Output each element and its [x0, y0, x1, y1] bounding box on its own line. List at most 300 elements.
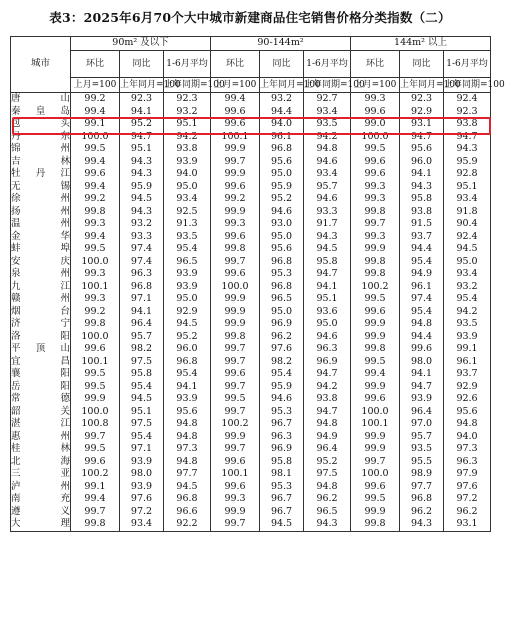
- sub-column-header-row: [11, 51, 491, 78]
- index-value: 94.5: [164, 318, 211, 331]
- index-value: 99.6: [211, 456, 260, 469]
- table-row: [11, 518, 491, 531]
- table-title: 表3：2025年6月70个大中城市新建商品住宅销售价格分类指数（二）: [49, 10, 451, 25]
- index-value: 99.7: [211, 518, 260, 531]
- index-value: 100.8: [71, 418, 120, 431]
- index-value: 99.8: [71, 318, 120, 331]
- index-value: 95.3: [260, 268, 304, 281]
- index-value: 96.1: [400, 281, 444, 294]
- index-value: 97.9: [444, 468, 491, 481]
- table-row: [11, 306, 491, 319]
- index-value: 99.9: [211, 168, 260, 181]
- base-label: 上月=100: [211, 78, 260, 93]
- index-value: 92.4: [444, 231, 491, 244]
- city-name: 九江: [11, 280, 70, 292]
- city-name: 吉林: [11, 155, 70, 167]
- index-value: 99.1: [71, 118, 120, 131]
- index-value: 94.3: [304, 231, 351, 244]
- base-label: 上年同期=100: [304, 78, 351, 93]
- index-value: 99.9: [71, 393, 120, 406]
- index-value: 93.1: [444, 518, 491, 531]
- index-value: 99.5: [71, 381, 120, 394]
- index-value: 94.4: [400, 331, 444, 344]
- index-value: 99.5: [351, 143, 400, 156]
- index-value: 92.3: [164, 93, 211, 106]
- table-row: [11, 293, 491, 306]
- index-value: 95.2: [120, 118, 164, 131]
- index-value: 95.0: [260, 231, 304, 244]
- index-value: 95.4: [444, 293, 491, 306]
- city-name: 温州: [11, 218, 70, 229]
- city-name: 惠州: [11, 430, 70, 442]
- index-value: 99.4: [71, 181, 120, 194]
- index-value: 95.6: [260, 156, 304, 169]
- index-value: 100.1: [71, 356, 120, 369]
- index-value: 95.1: [120, 406, 164, 419]
- index-value: 93.4: [444, 268, 491, 281]
- index-value: 93.9: [164, 156, 211, 169]
- index-value: 99.7: [71, 431, 120, 444]
- index-value: 96.8: [260, 281, 304, 294]
- city-name: 唐山: [11, 93, 70, 104]
- index-value: 99.8: [351, 518, 400, 531]
- index-value: 95.2: [304, 456, 351, 469]
- index-value: 96.4: [120, 318, 164, 331]
- index-value: 99.3: [71, 218, 120, 231]
- index-value: 96.8: [260, 256, 304, 269]
- index-value: 99.7: [351, 218, 400, 231]
- index-value: 93.2: [120, 218, 164, 231]
- index-value: 94.8: [164, 418, 211, 431]
- index-value: 95.0: [164, 181, 211, 194]
- index-value: 100.0: [351, 131, 400, 144]
- index-value: 97.6: [120, 493, 164, 506]
- index-value: 99.9: [211, 293, 260, 306]
- index-value: 100.0: [71, 331, 120, 344]
- index-value: 95.6: [164, 406, 211, 419]
- index-value: 92.9: [164, 306, 211, 319]
- index-value: 94.4: [400, 243, 444, 256]
- index-value: 93.5: [400, 443, 444, 456]
- index-value: 100.2: [71, 468, 120, 481]
- index-value: 94.1: [120, 106, 164, 119]
- index-value: 94.3: [444, 143, 491, 156]
- index-value: 99.7: [211, 381, 260, 394]
- index-value: 93.8: [164, 143, 211, 156]
- index-value: 95.1: [444, 181, 491, 194]
- sub-column-header: 环比: [71, 51, 120, 78]
- index-value: 92.3: [444, 106, 491, 119]
- table-row: [11, 243, 491, 256]
- index-value: 95.8: [304, 256, 351, 269]
- index-value: 95.4: [120, 381, 164, 394]
- index-value: 96.3: [120, 268, 164, 281]
- index-value: 98.9: [400, 468, 444, 481]
- index-value: 96.8: [400, 493, 444, 506]
- index-value: 94.7: [400, 131, 444, 144]
- table-row: [11, 131, 491, 144]
- index-value: 94.6: [260, 393, 304, 406]
- index-value: 95.3: [260, 481, 304, 494]
- index-value: 92.7: [304, 93, 351, 106]
- index-value: 99.3: [71, 268, 120, 281]
- table-row: [11, 406, 491, 419]
- index-value: 99.7: [351, 456, 400, 469]
- index-value: 94.3: [400, 518, 444, 531]
- index-value: 94.1: [120, 306, 164, 319]
- index-value: 94.0: [164, 168, 211, 181]
- group-header-large: 144m² 以上: [351, 37, 491, 51]
- index-value: 91.8: [444, 206, 491, 219]
- index-value: 94.6: [304, 156, 351, 169]
- index-value: 99.9: [211, 506, 260, 519]
- index-value: 94.3: [120, 168, 164, 181]
- base-label: 上月=100: [351, 78, 400, 93]
- index-value: 100.0: [71, 256, 120, 269]
- index-value: 94.7: [304, 406, 351, 419]
- index-value: 100.2: [351, 281, 400, 294]
- index-value: 95.9: [260, 381, 304, 394]
- city-name: 扬州: [11, 205, 70, 217]
- price-index-table: [10, 36, 505, 532]
- table-row: [11, 481, 491, 494]
- index-value: 99.9: [351, 331, 400, 344]
- index-value: 96.0: [164, 343, 211, 356]
- index-value: 99.4: [71, 231, 120, 244]
- index-value: 98.0: [120, 468, 164, 481]
- index-value: 95.9: [120, 181, 164, 194]
- index-value: 99.7: [211, 356, 260, 369]
- table-row: [11, 318, 491, 331]
- index-value: 94.6: [260, 206, 304, 219]
- index-value: 94.2: [304, 131, 351, 144]
- index-value: 99.5: [211, 393, 260, 406]
- index-value: 94.7: [400, 381, 444, 394]
- index-value: 94.5: [164, 481, 211, 494]
- index-value: 99.6: [351, 306, 400, 319]
- index-value: 99.3: [211, 493, 260, 506]
- index-value: 94.5: [120, 193, 164, 206]
- index-value: 95.6: [260, 243, 304, 256]
- index-value: 96.4: [304, 443, 351, 456]
- sub-column-header: 同比: [120, 51, 164, 78]
- index-value: 100.0: [71, 131, 120, 144]
- index-value: 93.2: [444, 281, 491, 294]
- index-value: 99.8: [71, 518, 120, 531]
- index-value: 95.4: [164, 243, 211, 256]
- base-label-row: [11, 78, 491, 93]
- index-value: 93.3: [304, 206, 351, 219]
- index-value: 99.5: [351, 356, 400, 369]
- city-name: 锦州: [11, 143, 70, 154]
- index-value: 100.0: [71, 406, 120, 419]
- index-value: 99.6: [211, 118, 260, 131]
- index-value: 93.5: [164, 231, 211, 244]
- index-value: 95.2: [164, 331, 211, 344]
- index-value: 99.4: [71, 493, 120, 506]
- city-name: 安庆: [11, 255, 70, 267]
- index-value: 99.7: [211, 156, 260, 169]
- index-value: 96.2: [444, 506, 491, 519]
- index-value: 99.6: [211, 181, 260, 194]
- table-row: [11, 106, 491, 119]
- index-value: 96.3: [444, 456, 491, 469]
- city-name: 济宁: [11, 318, 70, 329]
- index-value: 94.5: [260, 518, 304, 531]
- index-value: 96.9: [260, 318, 304, 331]
- index-value: 99.6: [400, 343, 444, 356]
- table-row: [11, 281, 491, 294]
- city-column-header: 城市: [11, 37, 71, 93]
- index-value: 97.6: [444, 481, 491, 494]
- table-row: [11, 93, 491, 106]
- index-value: 95.1: [120, 143, 164, 156]
- index-value: 100.1: [351, 418, 400, 431]
- index-value: 99.6: [351, 106, 400, 119]
- index-value: 93.9: [120, 456, 164, 469]
- index-value: 95.7: [120, 331, 164, 344]
- index-value: 99.8: [351, 268, 400, 281]
- index-value: 94.5: [304, 243, 351, 256]
- index-value: 95.0: [444, 256, 491, 269]
- index-value: 98.2: [260, 356, 304, 369]
- index-value: 97.0: [400, 418, 444, 431]
- index-value: 99.5: [351, 493, 400, 506]
- index-value: 99.8: [71, 206, 120, 219]
- index-value: 99.6: [351, 481, 400, 494]
- index-value: 100.2: [211, 418, 260, 431]
- index-value: 96.3: [304, 343, 351, 356]
- index-value: 93.8: [304, 393, 351, 406]
- table-row: [11, 231, 491, 244]
- index-value: 90.4: [444, 218, 491, 231]
- table-row: [11, 156, 491, 169]
- index-value: 97.6: [260, 343, 304, 356]
- city-name: 无锡: [11, 180, 70, 192]
- table-row: [11, 506, 491, 519]
- index-value: 94.2: [304, 381, 351, 394]
- index-value: 98.2: [120, 343, 164, 356]
- index-value: 95.7: [400, 431, 444, 444]
- index-value: 95.3: [260, 406, 304, 419]
- table-row: [11, 143, 491, 156]
- table-row: [11, 268, 491, 281]
- city-name: 常德: [11, 393, 70, 404]
- index-value: 93.7: [400, 231, 444, 244]
- index-value: 94.3: [304, 518, 351, 531]
- index-value: 94.1: [400, 368, 444, 381]
- index-value: 99.6: [71, 343, 120, 356]
- index-value: 94.8: [304, 143, 351, 156]
- index-value: 93.9: [164, 393, 211, 406]
- index-value: 94.5: [120, 393, 164, 406]
- index-value: 95.0: [260, 168, 304, 181]
- index-value: 99.5: [71, 368, 120, 381]
- index-value: 93.9: [164, 268, 211, 281]
- index-value: 96.0: [400, 156, 444, 169]
- city-name: 遵义: [11, 505, 70, 517]
- index-value: 94.4: [260, 106, 304, 119]
- index-value: 99.9: [211, 318, 260, 331]
- index-value: 99.8: [351, 206, 400, 219]
- index-value: 95.7: [304, 181, 351, 194]
- index-value: 94.7: [444, 131, 491, 144]
- index-value: 99.9: [211, 431, 260, 444]
- index-value: 93.5: [444, 318, 491, 331]
- index-value: 97.4: [120, 243, 164, 256]
- index-value: 95.0: [260, 306, 304, 319]
- sub-column-header: 1-6月平均: [304, 51, 351, 78]
- index-value: 96.8: [120, 281, 164, 294]
- index-value: 96.2: [400, 506, 444, 519]
- index-value: 93.7: [444, 368, 491, 381]
- index-value: 99.2: [71, 306, 120, 319]
- city-name: 徐州: [11, 193, 70, 204]
- index-value: 94.9: [304, 431, 351, 444]
- index-value: 95.8: [400, 193, 444, 206]
- index-value: 99.9: [211, 143, 260, 156]
- table-row: [11, 493, 491, 506]
- index-value: 94.8: [400, 318, 444, 331]
- index-value: 96.5: [164, 256, 211, 269]
- index-value: 93.4: [120, 518, 164, 531]
- city-name: 三亚: [11, 468, 70, 479]
- index-value: 96.1: [444, 356, 491, 369]
- index-value: 94.8: [304, 418, 351, 431]
- table-row: [11, 181, 491, 194]
- index-value: 94.6: [304, 193, 351, 206]
- index-value: 95.6: [400, 143, 444, 156]
- index-value: 92.5: [164, 206, 211, 219]
- table-row: [11, 218, 491, 231]
- index-value: 96.6: [164, 506, 211, 519]
- index-value: 96.8: [164, 493, 211, 506]
- index-value: 93.1: [400, 118, 444, 131]
- city-name: 宜昌: [11, 355, 70, 367]
- index-value: 97.2: [120, 506, 164, 519]
- index-value: 92.8: [444, 168, 491, 181]
- table-body: [11, 93, 491, 532]
- index-value: 93.9: [120, 481, 164, 494]
- index-value: 99.1: [71, 481, 120, 494]
- table-row: [11, 168, 491, 181]
- index-value: 99.6: [211, 268, 260, 281]
- index-value: 97.4: [120, 256, 164, 269]
- index-value: 94.3: [120, 206, 164, 219]
- sub-column-header: 1-6月平均: [164, 51, 211, 78]
- table-row: [11, 206, 491, 219]
- index-value: 94.3: [400, 181, 444, 194]
- index-value: 94.2: [164, 131, 211, 144]
- index-value: 99.7: [211, 256, 260, 269]
- index-value: 100.0: [351, 468, 400, 481]
- base-label: 上年同月=100: [400, 78, 444, 93]
- index-value: 94.0: [260, 118, 304, 131]
- index-value: 91.5: [400, 218, 444, 231]
- index-value: 96.5: [260, 293, 304, 306]
- index-value: 97.5: [120, 356, 164, 369]
- table-row: [11, 193, 491, 206]
- index-value: 96.8: [260, 143, 304, 156]
- index-value: 93.0: [260, 218, 304, 231]
- index-value: 93.4: [304, 106, 351, 119]
- city-name: 泸州: [11, 480, 70, 492]
- index-value: 93.9: [444, 331, 491, 344]
- index-value: 95.4: [400, 306, 444, 319]
- base-label: 上月=100: [71, 78, 120, 93]
- city-name: 南充: [11, 493, 70, 504]
- sub-column-header: 同比: [400, 51, 444, 78]
- table-row: [11, 356, 491, 369]
- index-value: 100.1: [211, 468, 260, 481]
- index-value: 94.1: [164, 381, 211, 394]
- index-value: 92.3: [400, 93, 444, 106]
- index-value: 97.4: [400, 293, 444, 306]
- table-row: [11, 381, 491, 394]
- table-row: [11, 393, 491, 406]
- index-value: 94.2: [444, 306, 491, 319]
- index-value: 93.9: [400, 393, 444, 406]
- index-value: 93.4: [304, 168, 351, 181]
- index-value: 99.3: [211, 218, 260, 231]
- table-row: [11, 331, 491, 344]
- index-value: 95.0: [164, 293, 211, 306]
- index-value: 99.7: [211, 443, 260, 456]
- table-row: [11, 431, 491, 444]
- index-value: 95.2: [260, 193, 304, 206]
- table-row: [11, 343, 491, 356]
- index-value: 99.4: [351, 368, 400, 381]
- city-name: 韶关: [11, 405, 70, 417]
- index-value: 94.7: [120, 131, 164, 144]
- index-value: 96.3: [260, 431, 304, 444]
- index-value: 100.0: [211, 281, 260, 294]
- index-value: 94.9: [400, 268, 444, 281]
- index-value: 93.8: [444, 118, 491, 131]
- index-value: 99.2: [211, 193, 260, 206]
- index-value: 95.4: [400, 256, 444, 269]
- index-value: 99.3: [351, 193, 400, 206]
- index-value: 96.9: [304, 356, 351, 369]
- index-value: 99.6: [211, 481, 260, 494]
- index-value: 95.8: [120, 368, 164, 381]
- city-name: 秦皇岛: [11, 105, 70, 117]
- index-value: 97.5: [304, 468, 351, 481]
- index-value: 92.4: [444, 93, 491, 106]
- index-value: 99.3: [71, 293, 120, 306]
- index-value: 99.4: [71, 156, 120, 169]
- index-value: 93.6: [304, 306, 351, 319]
- base-label: 上年同月=100: [260, 78, 304, 93]
- index-value: 94.8: [164, 456, 211, 469]
- index-value: 91.3: [164, 218, 211, 231]
- table-header: [11, 37, 505, 93]
- index-value: 98.1: [260, 468, 304, 481]
- city-name: 襄阳: [11, 368, 70, 379]
- index-value: 97.3: [164, 443, 211, 456]
- table-row: [11, 256, 491, 269]
- index-value: 99.6: [211, 368, 260, 381]
- table-row: [11, 418, 491, 431]
- index-value: 99.3: [351, 93, 400, 106]
- index-value: 99.6: [351, 168, 400, 181]
- index-value: 99.2: [71, 193, 120, 206]
- index-value: 95.4: [120, 431, 164, 444]
- index-value: 95.9: [444, 156, 491, 169]
- index-value: 99.5: [71, 143, 120, 156]
- index-value: 99.9: [351, 381, 400, 394]
- index-value: 99.8: [351, 256, 400, 269]
